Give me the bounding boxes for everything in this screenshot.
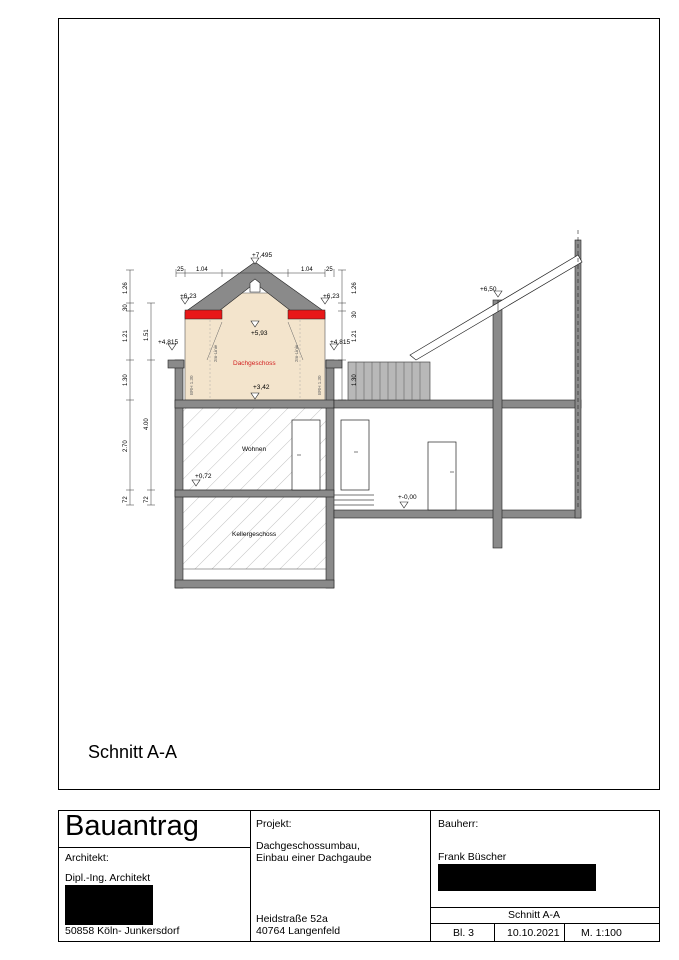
svg-text:1.04: 1.04 bbox=[301, 267, 313, 273]
svg-text:1.30: 1.30 bbox=[123, 374, 129, 386]
sheet-scale: M. 1:100 bbox=[581, 927, 622, 939]
svg-text:25: 25 bbox=[326, 267, 333, 273]
svg-text:4.00: 4.00 bbox=[144, 418, 150, 430]
address-line2: 40764 Langenfeld bbox=[256, 925, 341, 937]
level-eave-left: +4,815 bbox=[158, 339, 179, 346]
svg-text:30: 30 bbox=[352, 311, 358, 318]
level-eave-right: +4,815 bbox=[330, 339, 351, 346]
sheet-date: 10.10.2021 bbox=[507, 927, 560, 939]
client-name: Frank Büscher bbox=[438, 851, 507, 863]
svg-text:1.04: 1.04 bbox=[196, 267, 208, 273]
doc-heading: Bauantrag bbox=[65, 810, 199, 842]
level-attic-floor: +3,42 bbox=[253, 384, 270, 391]
svg-text:1.26: 1.26 bbox=[352, 282, 358, 294]
svg-text:2m-Linie: 2m-Linie bbox=[294, 344, 299, 362]
level-grade: +-0,00 bbox=[398, 494, 417, 501]
svg-text:2.70: 2.70 bbox=[123, 440, 129, 452]
svg-text:1.51: 1.51 bbox=[144, 329, 150, 341]
svg-text:2m-Linie: 2m-Linie bbox=[213, 344, 218, 362]
neighbor-roof bbox=[348, 230, 582, 510]
redacted-architect bbox=[65, 885, 153, 925]
svg-text:72: 72 bbox=[123, 496, 129, 503]
level-dormer-left: +6,23 bbox=[180, 293, 197, 300]
address-line1: Heidstraße 52a bbox=[256, 913, 328, 925]
svg-text:25: 25 bbox=[177, 267, 184, 273]
level-ridge: +7,495 bbox=[252, 252, 273, 259]
title-block bbox=[58, 810, 660, 942]
svg-text:BRH 1.30: BRH 1.30 bbox=[189, 375, 194, 395]
room-living: Wohnen bbox=[242, 446, 267, 453]
level-dormer-right: +6,23 bbox=[323, 293, 340, 300]
client-label: Bauherr: bbox=[438, 818, 479, 830]
svg-text:72: 72 bbox=[144, 496, 150, 503]
svg-text:1.21: 1.21 bbox=[123, 330, 129, 342]
level-ground-floor: +0,72 bbox=[195, 473, 212, 480]
svg-text:1.30: 1.30 bbox=[352, 374, 358, 386]
level-neighbor-ridge: +6,50 bbox=[480, 286, 497, 293]
project-label: Projekt: bbox=[256, 818, 292, 830]
svg-text:30: 30 bbox=[123, 304, 129, 311]
drawing-name: Schnitt A-A bbox=[508, 909, 560, 921]
architect-title: Dipl.-Ing. Architekt bbox=[65, 872, 151, 884]
sheet-number: Bl. 3 bbox=[453, 927, 475, 939]
architect-label: Architekt: bbox=[65, 852, 109, 864]
sheet-title: Schnitt A-A bbox=[88, 742, 178, 762]
architect-city: 50858 Köln- Junkersdorf bbox=[65, 925, 180, 937]
room-attic: Dachgeschoss bbox=[233, 360, 276, 367]
project-line1: Dachgeschossumbau, bbox=[256, 840, 360, 852]
project-line2: Einbau einer Dachgaube bbox=[256, 852, 372, 864]
level-ceiling: +5,93 bbox=[251, 330, 268, 337]
svg-text:1.21: 1.21 bbox=[352, 330, 358, 342]
svg-text:BRH 1.30: BRH 1.30 bbox=[317, 375, 322, 395]
room-basement: Kellergeschoss bbox=[232, 531, 277, 538]
redacted-client bbox=[438, 864, 596, 891]
svg-text:1.26: 1.26 bbox=[123, 282, 129, 294]
